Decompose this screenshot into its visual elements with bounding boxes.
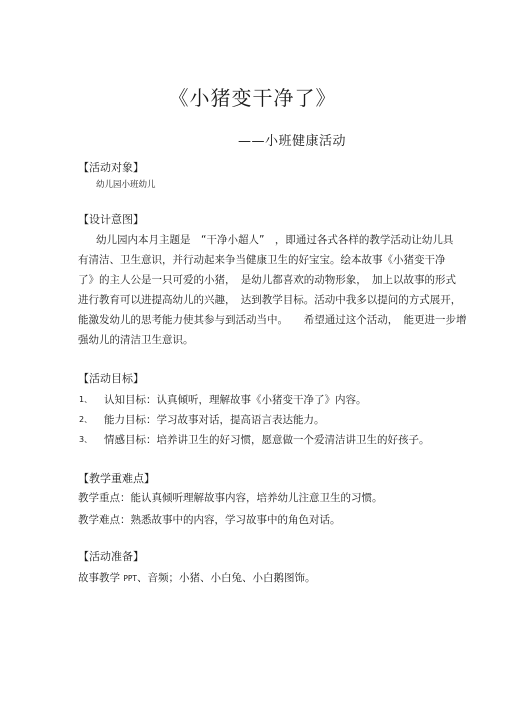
- keypoints-heading: 【教学重难点】: [78, 472, 155, 485]
- intent-line-5: 能激发幼儿的思考能力使其参与到活动当中。 希望通过这个活动， 能更进一步增: [78, 314, 467, 326]
- goal-number: 1、: [79, 395, 93, 404]
- preparation-ppt: PPT: [123, 574, 137, 583]
- preparation-text-post: 、音频；小猪、小白兔、小白鹅图饰。: [136, 572, 316, 584]
- intent-line-3: 了》的主人公是一只可爱的小猪， 是幼儿都喜欢的动物形象， 加上以故事的形式: [78, 274, 456, 286]
- goal-text: 认知目标：认真倾听，理解故事《小猪变干净了》内容。: [104, 394, 367, 406]
- teaching-focus: 教学重点：能认真倾听理解故事内容，培养幼儿注意卫生的习惯。: [78, 492, 383, 504]
- intent-line-6: 强幼儿的清洁卫生意识。: [78, 334, 194, 346]
- goal-number: 3、: [79, 435, 93, 444]
- goal-number: 2、: [79, 415, 93, 424]
- intent-heading: 【设计意图】: [78, 213, 144, 226]
- intent-line-4: 进行教育可以进提高幼儿的兴趣， 达到教学目标。活动中我多以提问的方式展开，: [78, 294, 462, 306]
- document-subtitle: ——小班健康活动: [238, 134, 347, 149]
- preparation-text: [78, 570, 315, 585]
- preparation-text-pre: 故事教学: [78, 572, 120, 584]
- teaching-difficulty: 教学难点：熟悉故事中的内容，学习故事中的角色对话。: [78, 514, 341, 526]
- goal-text: 情感目标：培养讲卫生的好习惯，愿意做一个爱清洁讲卫生的好孩子。: [104, 434, 430, 446]
- document-title: 《小猪变干净了》: [168, 86, 337, 110]
- goal-text: 能力目标：学习故事对话，提高语言表达能力。: [104, 414, 325, 426]
- intent-line-2: 有清洁、卫生意识，并行动起来争当健康卫生的好宝宝。绘本故事《小猪变干净: [78, 254, 446, 266]
- intent-line-1: 幼儿园内本月主题是 “干净小超人” ，即通过各式各样的教学活动让幼儿具: [96, 234, 454, 246]
- preparation-heading: 【活动准备】: [78, 550, 144, 563]
- audience-text: 幼儿园小班幼儿: [96, 180, 156, 190]
- audience-heading: 【活动对象】: [78, 161, 144, 174]
- goals-heading: 【活动目标】: [78, 372, 144, 385]
